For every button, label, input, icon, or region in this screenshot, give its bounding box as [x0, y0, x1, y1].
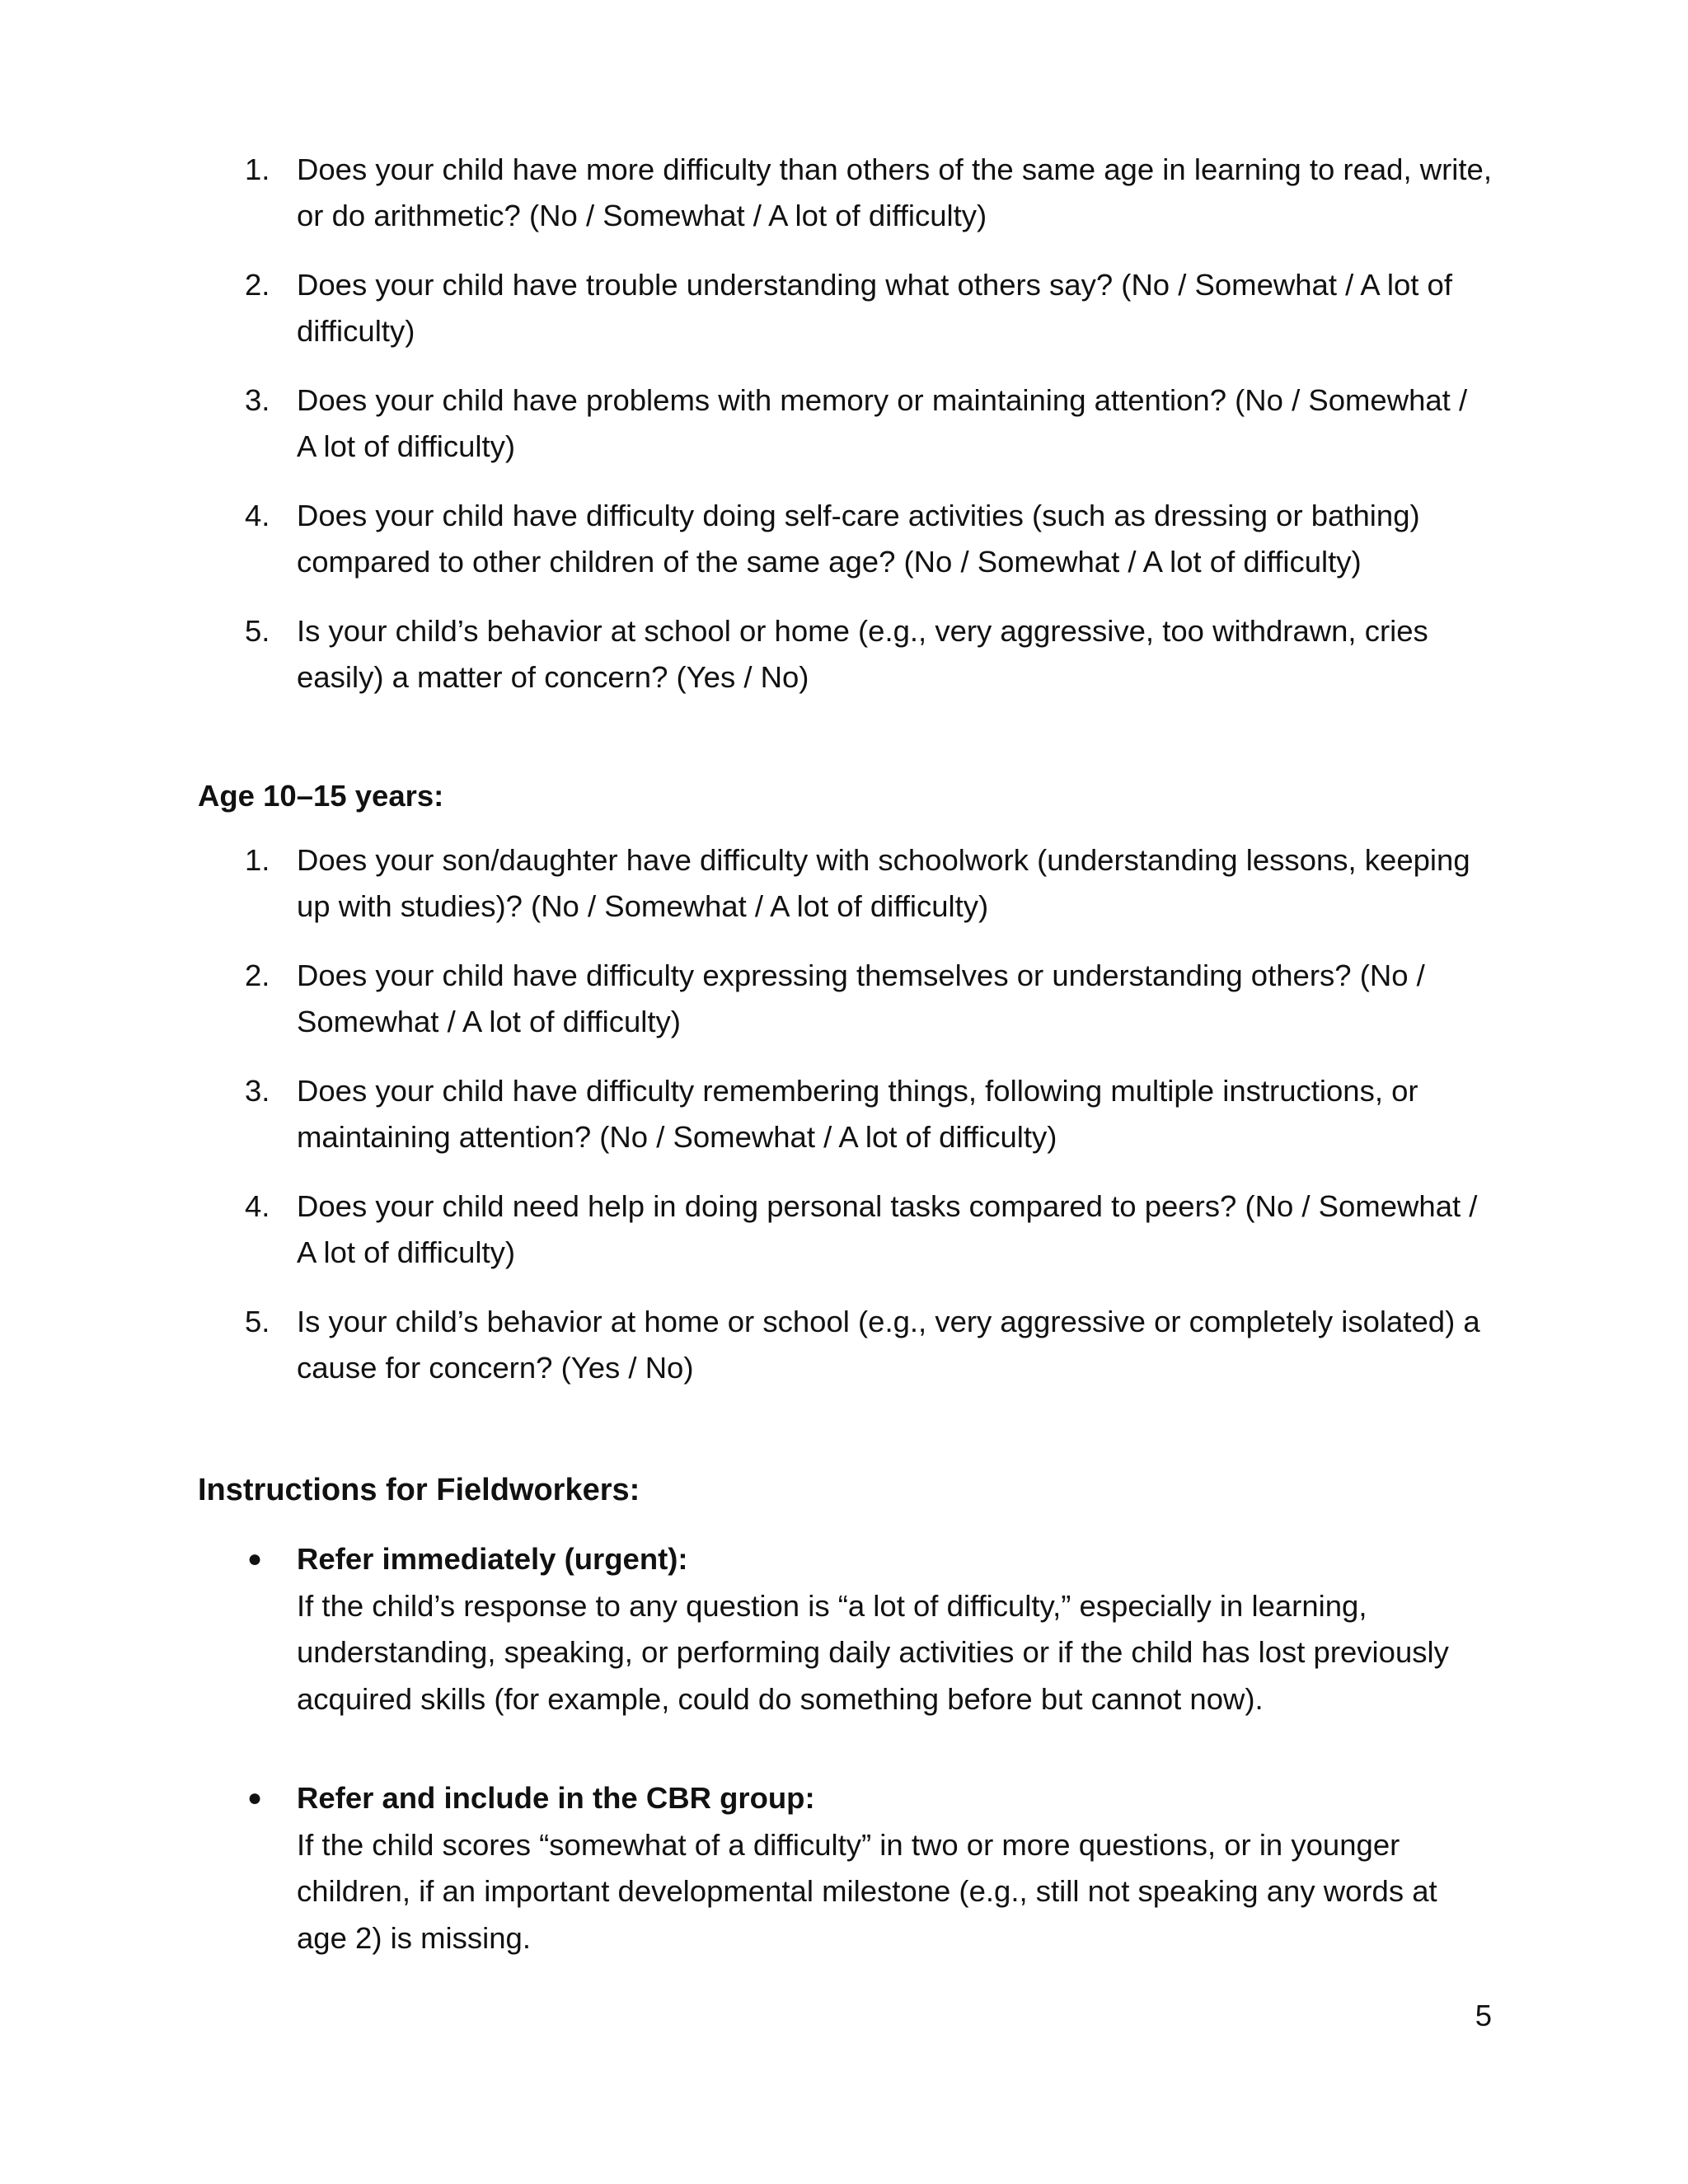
instruction-title: Refer and include in the CBR group: — [297, 1781, 815, 1815]
instruction-text: If the child’s response to any question is “a lot of difficulty,” especially in learning, understanding, speaking, or performing daily activities or if the child has lost previously acquired skills (for example, could do something before but cannot now). — [297, 1588, 1449, 1716]
page-number: 5 — [1475, 1999, 1492, 2032]
question-item — [198, 262, 1492, 354]
instruction-text: If the child scores “somewhat of a difficulty” in two or more questions, or in younger children, if an important developmental milestone (e.g., still not speaking any words at age 2) is missing. — [297, 1827, 1437, 1955]
page-content — [198, 147, 1492, 1961]
question-number: 4. — [245, 499, 270, 532]
question-item — [198, 1183, 1492, 1276]
question-number: 5. — [245, 1305, 270, 1338]
question-item — [198, 1299, 1492, 1391]
question-text: Does your child need help in doing personal tasks compared to peers? (No / Somewhat / A lot of difficulty) — [297, 1189, 1478, 1269]
instruction-title: Refer immediately (urgent): — [297, 1542, 688, 1576]
instructions-list — [198, 1536, 1492, 1961]
question-text: Does your child have difficulty remembering things, following multiple instructions, or maintaining attention? (No / Somewhat / A lot of difficulty) — [297, 1074, 1418, 1154]
question-number: 3. — [245, 383, 270, 417]
bullet-icon: ● — [247, 1545, 263, 1572]
instruction-item — [198, 1536, 1492, 1722]
question-item — [198, 377, 1492, 470]
question-text: Does your son/daughter have difficulty with schoolwork (understanding lessons, keeping up with studies)? (No / Somewhat / A lot of difficulty) — [297, 843, 1470, 923]
question-text: Does your child have more difficulty than others of the same age in learning to read, write, or do arithmetic? (No / Somewhat / A lot of difficulty) — [297, 152, 1492, 232]
question-number: 3. — [245, 1074, 270, 1108]
question-number: 5. — [245, 614, 270, 648]
bullet-icon: ● — [247, 1784, 263, 1811]
question-item — [198, 147, 1492, 239]
question-text: Is your child’s behavior at home or school (e.g., very aggressive or completely isolated) a cause for concern? (Yes / No) — [297, 1305, 1480, 1385]
question-number: 2. — [245, 958, 270, 992]
question-item — [198, 837, 1492, 930]
question-number: 4. — [245, 1189, 270, 1223]
question-list-age-10-15 — [198, 837, 1492, 1391]
question-number: 1. — [245, 152, 270, 186]
question-item — [198, 1068, 1492, 1160]
question-text: Does your child have difficulty expressing themselves or understanding others? (No / Somewhat / A lot of difficulty) — [297, 958, 1425, 1038]
question-text: Does your child have difficulty doing self-care activities (such as dressing or bathing) compared to other children of the same age? (No / Somewhat / A lot of difficulty) — [297, 499, 1420, 579]
question-text: Does your child have trouble understanding what others say? (No / Somewhat / A lot of difficulty) — [297, 268, 1452, 348]
age-group-heading: Age 10–15 years: — [198, 779, 444, 813]
instruction-item — [198, 1775, 1492, 1961]
question-item — [198, 953, 1492, 1045]
question-number: 1. — [245, 843, 270, 877]
question-text: Is your child’s behavior at school or home (e.g., very aggressive, too withdrawn, cries easily) a matter of concern? (Yes / No) — [297, 614, 1428, 694]
question-item — [198, 608, 1492, 701]
question-list-younger — [198, 147, 1492, 701]
question-text: Does your child have problems with memory or maintaining attention? (No / Somewhat / A lot of difficulty) — [297, 383, 1468, 463]
instructions-heading: Instructions for Fieldworkers: — [198, 1473, 640, 1507]
question-number: 2. — [245, 268, 270, 302]
question-item — [198, 493, 1492, 585]
